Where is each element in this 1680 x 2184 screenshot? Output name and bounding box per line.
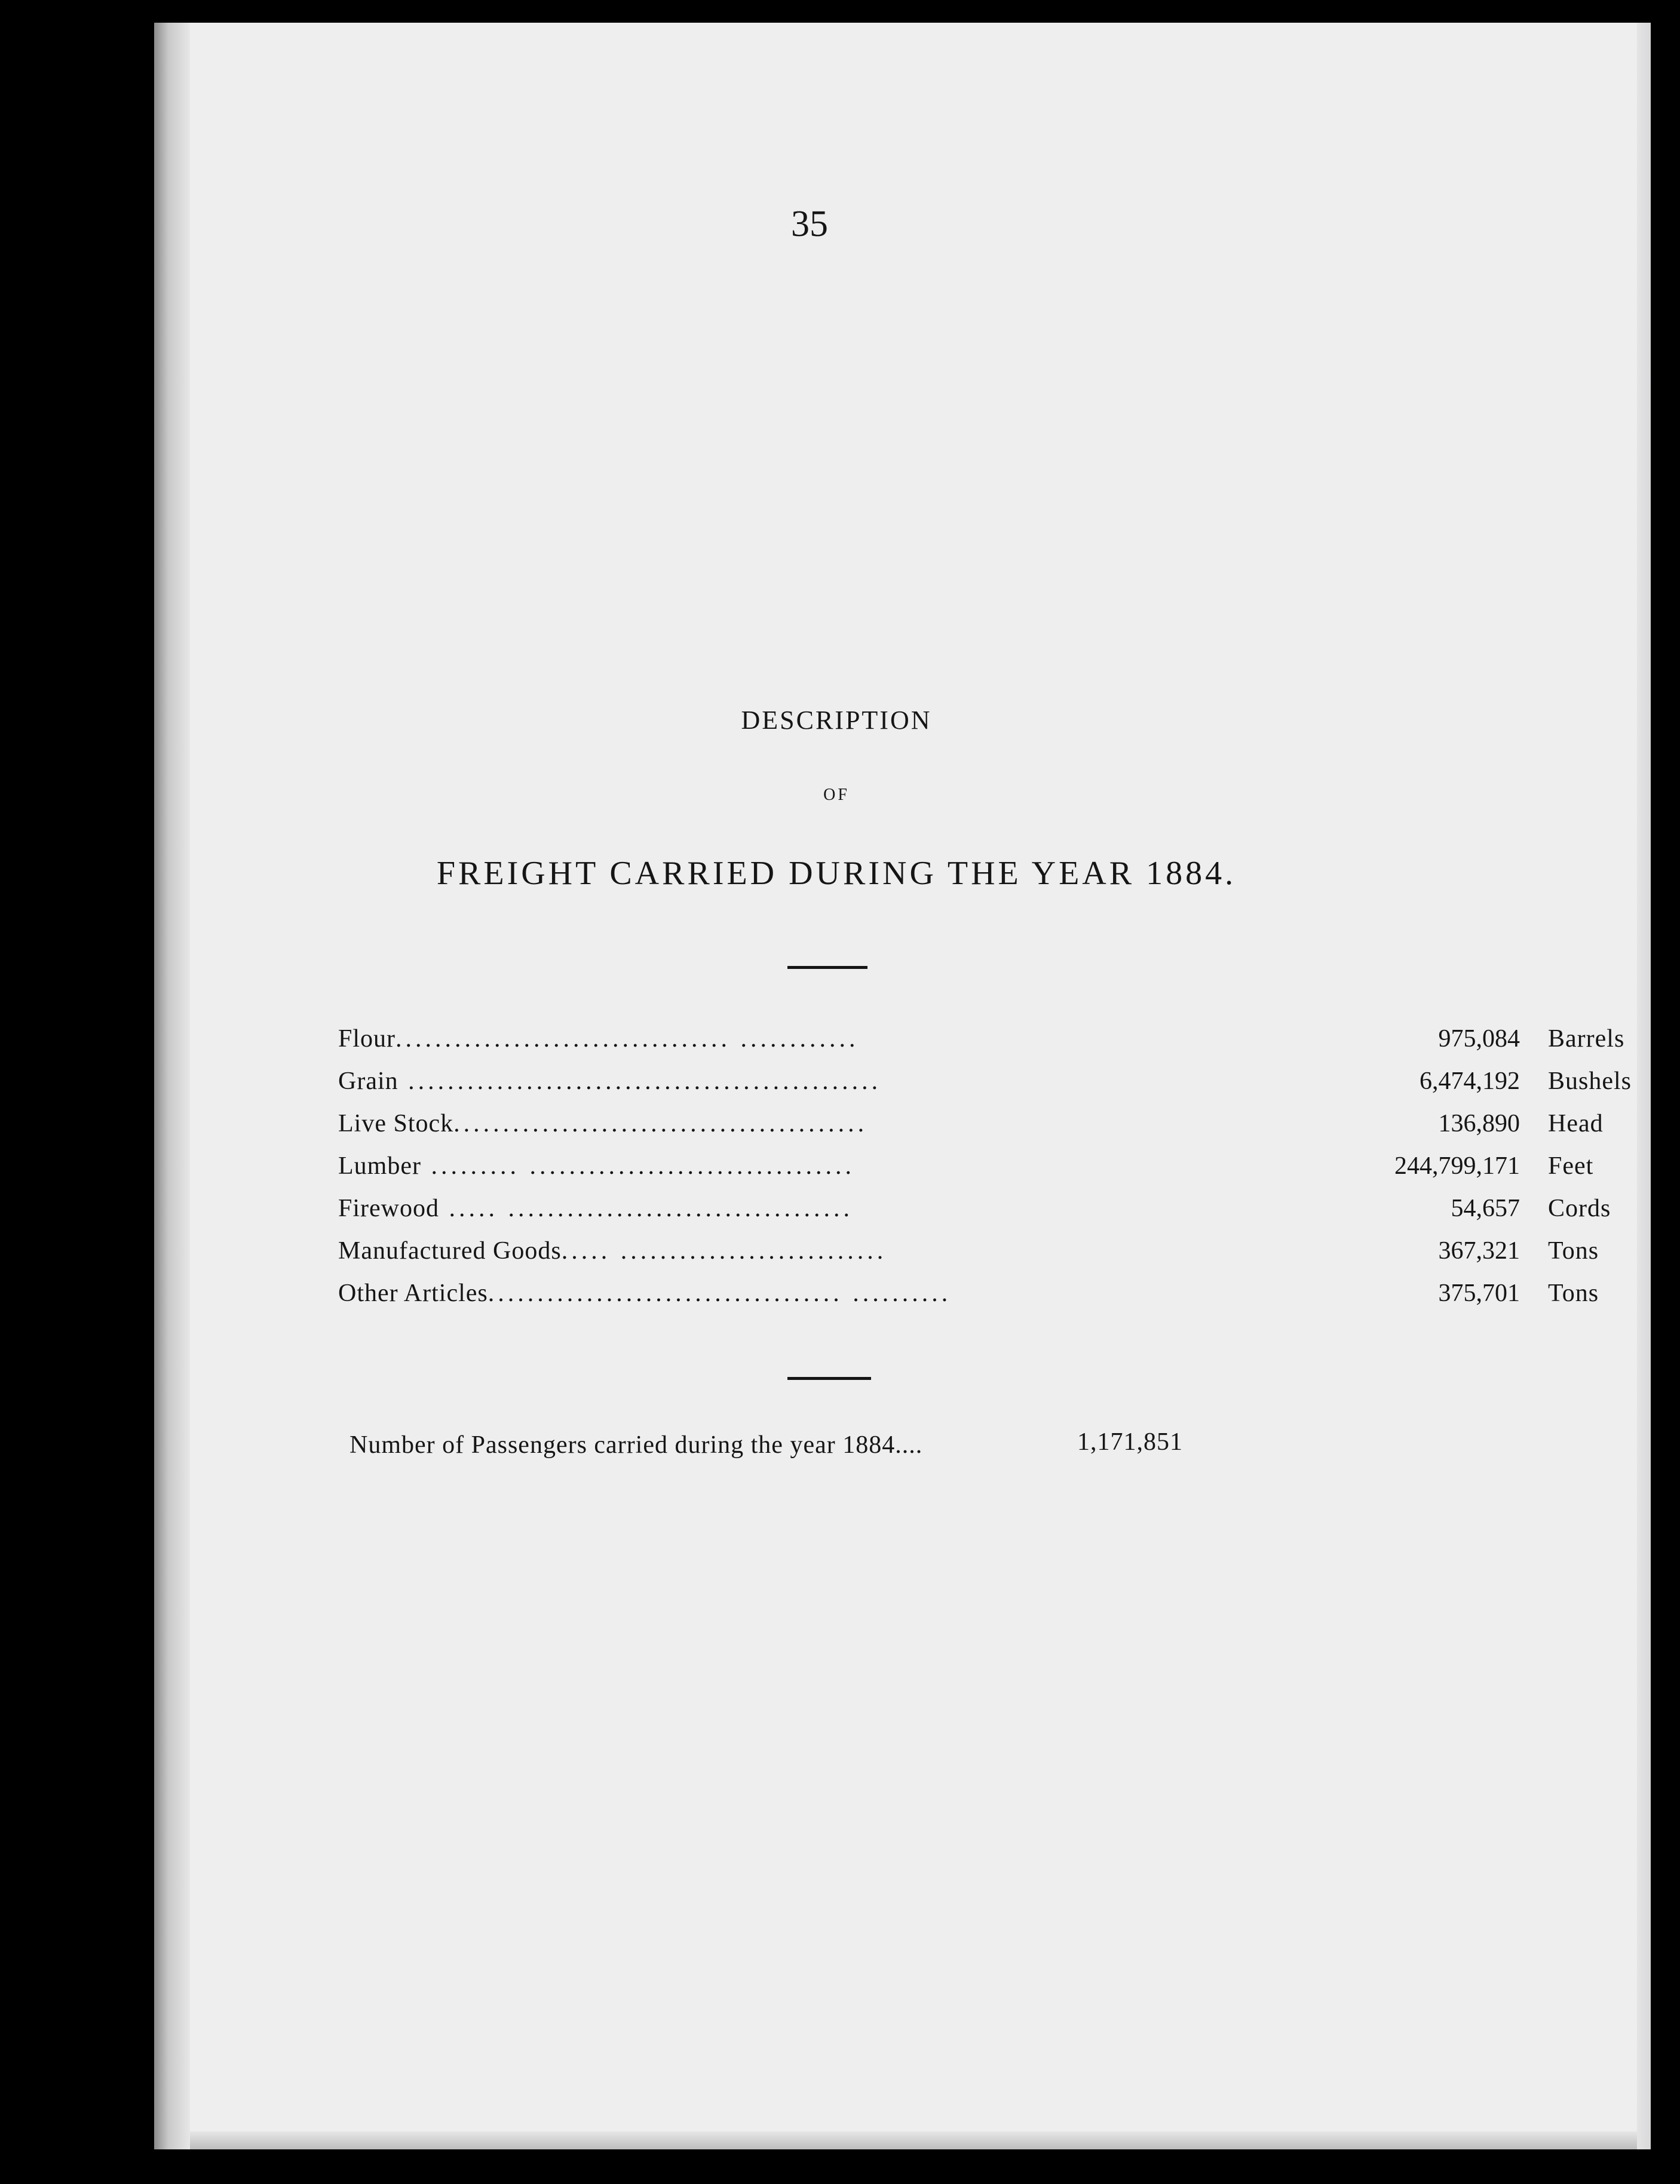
freight-unit: Feet xyxy=(1548,1152,1594,1180)
freight-label: Flour.................................. ............ xyxy=(338,1025,859,1053)
freight-value: 375,701 xyxy=(1438,1280,1520,1307)
freight-row-other-articles xyxy=(338,1279,1599,1312)
heading-description: DESCRIPTION xyxy=(741,705,932,735)
page-bottom-shadow xyxy=(190,2131,1637,2149)
freight-unit: Tons xyxy=(1548,1280,1599,1307)
heading-freight-title: FREIGHT CARRIED DURING THE YEAR 1884. xyxy=(436,855,1237,892)
passengers-label: Number of Passengers carried during the year 1884.... xyxy=(350,1431,923,1459)
freight-unit: Cords xyxy=(1548,1195,1611,1222)
freight-row-live-stock xyxy=(338,1109,1604,1143)
page-gutter-shadow xyxy=(154,23,190,2149)
heading-of: OF xyxy=(823,786,850,804)
divider-rule-top xyxy=(787,966,867,969)
freight-label: Grain ................................................ xyxy=(338,1068,882,1095)
freight-row-manufactured-goods xyxy=(338,1237,1599,1270)
freight-unit: Head xyxy=(1548,1110,1604,1137)
freight-label: Other Articles.................................... .......... xyxy=(338,1280,952,1307)
freight-unit: Bushels xyxy=(1548,1068,1632,1095)
freight-value: 367,321 xyxy=(1438,1237,1520,1265)
freight-value: 54,657 xyxy=(1451,1195,1520,1222)
passengers-value: 1,171,851 xyxy=(1077,1428,1183,1456)
freight-value: 6,474,192 xyxy=(1420,1068,1520,1095)
page-number: 35 xyxy=(791,204,828,244)
freight-row-grain xyxy=(338,1067,1632,1100)
freight-label: Lumber ......... ................................. xyxy=(338,1152,855,1180)
freight-label: Firewood ..... ................................... xyxy=(338,1195,853,1222)
freight-value: 244,799,171 xyxy=(1394,1152,1520,1180)
freight-label: Manufactured Goods..... ........................... xyxy=(338,1237,887,1265)
freight-unit: Barrels xyxy=(1548,1025,1625,1053)
freight-value: 975,084 xyxy=(1438,1025,1520,1053)
freight-row-firewood xyxy=(338,1194,1611,1228)
freight-row-flour xyxy=(338,1024,1625,1058)
freight-row-lumber xyxy=(338,1152,1594,1185)
divider-rule-bottom xyxy=(787,1377,871,1380)
freight-unit: Tons xyxy=(1548,1237,1599,1265)
freight-value: 136,890 xyxy=(1438,1110,1520,1137)
page-edge xyxy=(1637,23,1651,2149)
freight-label: Live Stock.......................................... xyxy=(338,1110,868,1137)
